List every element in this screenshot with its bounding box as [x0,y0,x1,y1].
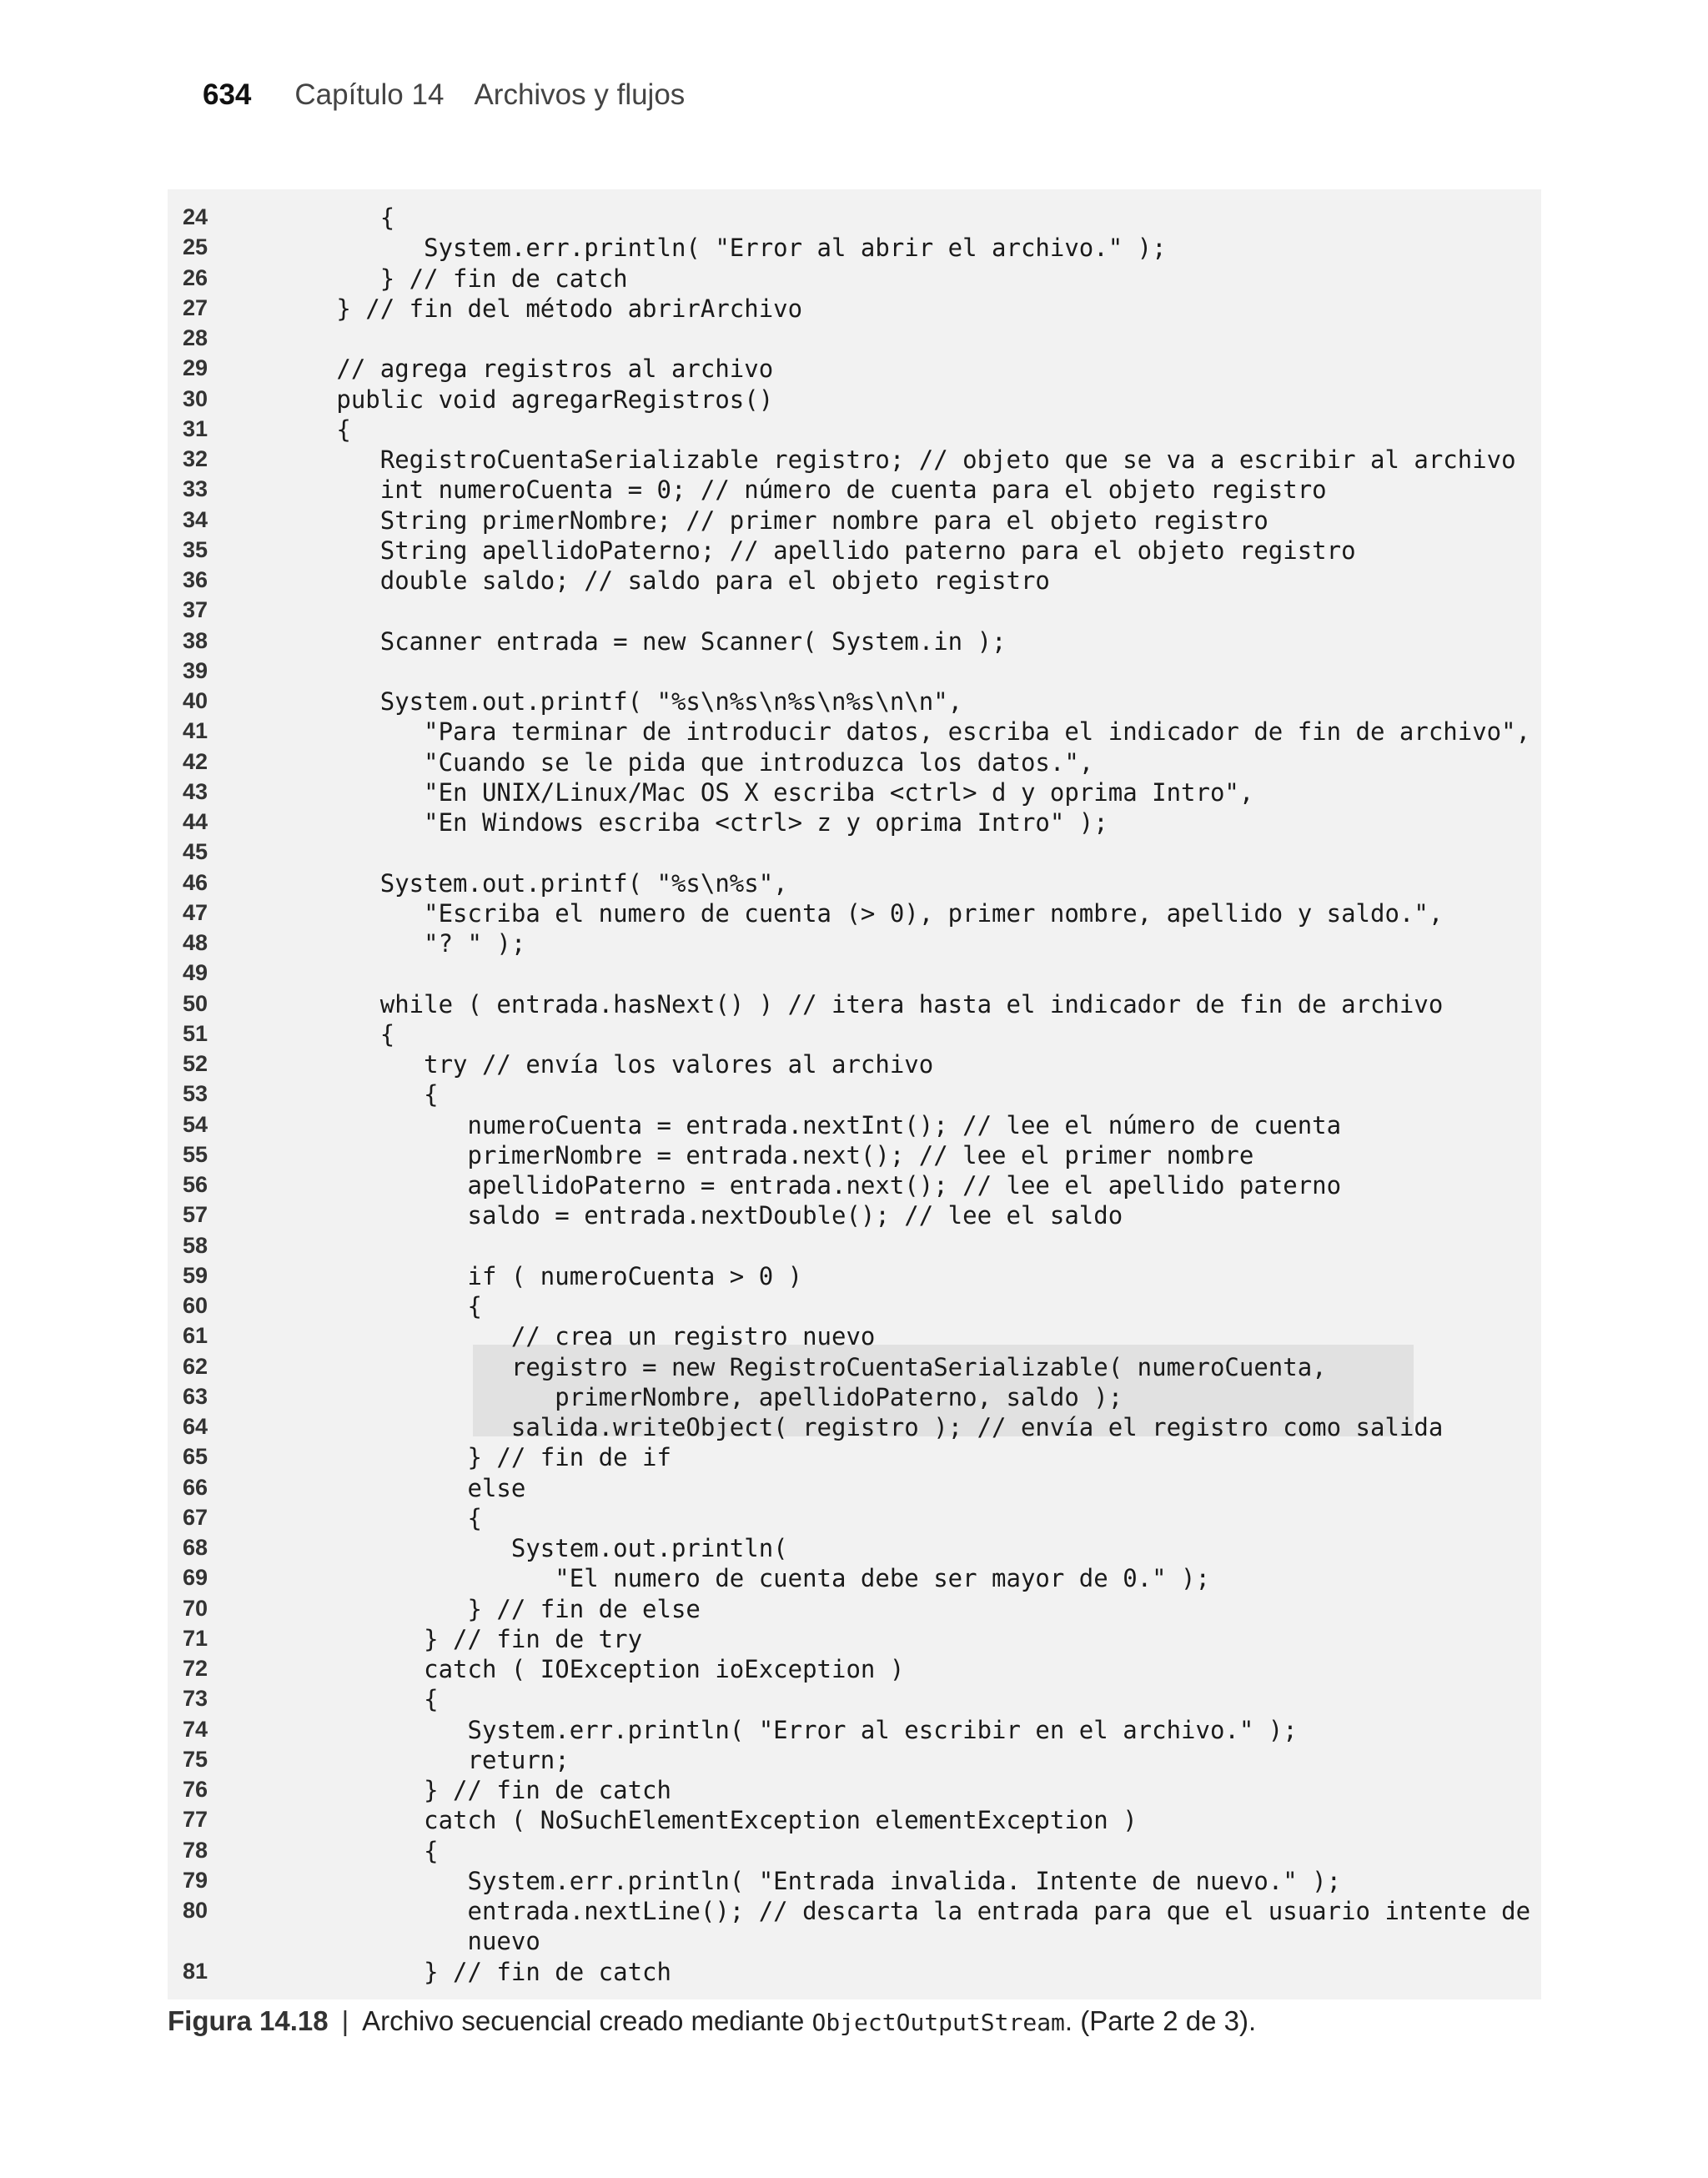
code-text: { [293,1836,439,1865]
code-line [168,626,1541,656]
code-line [168,1291,1541,1321]
line-number: 67 [183,1504,208,1530]
code-line [168,989,1541,1019]
line-number: 33 [183,476,208,502]
code-text: System.err.println( "Entrada invalida. Intente de nuevo." ); [293,1866,1342,1895]
code-text: "El numero de cuenta debe ser mayor de 0." ); [293,1564,1210,1593]
code-text: } // fin de catch [293,1776,671,1804]
line-number: 36 [183,567,208,592]
code-text: saldo = entrada.nextDouble(); // lee el saldo [293,1201,1123,1230]
code-text: "Para terminar de introducir datos, escriba el indicador de fin de archivo", [293,717,1531,747]
code-line [168,1836,1541,1866]
line-number: 66 [183,1474,208,1500]
code-text: entrada.nextLine(); // descarta la entrada para que el usuario intente de [293,1897,1531,1925]
code-text: apellidoPaterno = entrada.next(); // lee el apellido paterno [293,1171,1342,1200]
line-number: 70 [183,1595,208,1621]
code-line [168,1654,1541,1684]
code-text: { [293,1503,482,1532]
figure-caption [168,2005,1256,2047]
code-line [168,566,1541,596]
code-text: primerNombre = entrada.next(); // lee el primer nombre [293,1140,1254,1169]
code-line [168,1140,1541,1170]
line-number: 78 [183,1837,208,1863]
code-line [168,1412,1541,1442]
code-line [168,1866,1541,1896]
line-number: 43 [183,778,208,804]
code-text: return; [293,1745,570,1774]
code-text: { [293,1019,395,1049]
line-number: 52 [183,1051,208,1076]
code-line [168,1261,1541,1291]
line-number: 63 [183,1383,208,1409]
line-number: 42 [183,748,208,774]
code-text: System.out.printf( "%s\n%s", [293,868,788,898]
line-number: 24 [183,204,208,229]
code-text: "Cuando se le pida que introduzca los datos.", [293,747,1094,777]
code-line [168,1594,1541,1624]
page-number: 634 [203,78,252,111]
line-number: 57 [183,1202,208,1228]
line-number: 50 [183,990,208,1016]
line-number: 47 [183,899,208,925]
code-line [168,1382,1541,1412]
line-number: 81 [183,1958,208,1984]
code-line [168,837,1541,868]
code-text: "En Windows escriba <ctrl> z y oprima Intro" ); [293,808,1108,837]
line-number: 32 [183,446,208,471]
line-number: 45 [183,839,208,865]
line-number: 26 [183,264,208,290]
line-number: 80 [183,1898,208,1923]
code-line [168,1775,1541,1805]
line-number: 38 [183,627,208,653]
code-text: // crea un registro nuevo [293,1322,876,1351]
code-line [168,807,1541,837]
code-text: } // fin de catch [293,264,628,293]
line-number: 69 [183,1565,208,1591]
code-text: { [293,415,351,444]
line-number: 30 [183,385,208,411]
code-text: } // fin de else [293,1594,701,1623]
code-text: if ( numeroCuenta > 0 ) [293,1261,803,1290]
code-text: String apellidoPaterno; // apellido paterno para el objeto registro [293,536,1356,565]
code-text: else [293,1473,526,1502]
code-line [168,1473,1541,1503]
line-number: 59 [183,1262,208,1288]
line-number: 28 [183,325,208,350]
line-number: 74 [183,1716,208,1742]
code-text: System.out.println( [293,1534,788,1562]
code-text: } // fin de if [293,1443,671,1472]
code-text: RegistroCuentaSerializable registro; // objeto que se va a escribir al archivo [293,445,1516,474]
code-text: { [293,1685,439,1714]
line-number: 54 [183,1111,208,1137]
code-line [168,1805,1541,1835]
code-text: public void agregarRegistros() [293,385,774,414]
code-line [168,717,1541,747]
code-line [168,1079,1541,1109]
line-number: 29 [183,355,208,381]
code-line [168,1049,1541,1079]
line-number: 73 [183,1686,208,1712]
code-listing [168,189,1541,1999]
line-number: 25 [183,234,208,260]
code-line [168,1957,1541,1987]
code-text: System.err.println( "Error al abrir el archivo." ); [293,234,1167,263]
caption-separator: | [341,2005,349,2036]
code-text: "En UNIX/Linux/Mac OS X escriba <ctrl> d y oprima Intro", [293,777,1254,807]
line-number: 55 [183,1141,208,1167]
code-line [168,1715,1541,1745]
caption-code-term: ObjectOutputStream [811,2009,1065,2036]
code-text: { [293,204,395,232]
code-text: while ( entrada.hasNext() ) // itera hasta el indicador de fin de archivo [293,989,1444,1019]
code-text: } // fin de try [293,1624,643,1653]
figure-label: Figura 14.18 [168,2005,329,2036]
line-number: 41 [183,718,208,744]
line-number: 72 [183,1656,208,1681]
line-number: 60 [183,1293,208,1318]
code-line [168,506,1541,536]
line-number: 48 [183,930,208,955]
line-number: 27 [183,294,208,320]
code-line [168,958,1541,988]
code-text: String primerNombre; // primer nombre para el objeto registro [293,506,1268,535]
caption-text-after: . (Parte 2 de 3). [1064,2005,1257,2036]
code-text: "Escriba el numero de cuenta (> 0), primer nombre, apellido y saldo.", [293,898,1444,928]
code-text: Scanner entrada = new Scanner( System.in ); [293,626,1007,656]
code-line [168,656,1541,687]
code-text: primerNombre, apellidoPaterno, saldo ); [293,1382,1123,1411]
code-text: try // envía los valores al archivo [293,1050,934,1079]
code-line [168,324,1541,354]
code-line [168,415,1541,445]
code-line [168,1563,1541,1593]
line-number: 53 [183,1081,208,1107]
line-number: 34 [183,506,208,532]
code-line [168,536,1541,566]
line-number: 46 [183,869,208,895]
code-line [168,868,1541,898]
code-line [168,928,1541,958]
code-line [168,1684,1541,1714]
code-text: { [293,1080,439,1109]
line-number: 37 [183,597,208,623]
line-number: 44 [183,809,208,834]
code-text: numeroCuenta = entrada.nextInt(); // lee el número de cuenta [293,1110,1342,1139]
code-text: catch ( IOException ioException ) [293,1655,905,1683]
line-number: 58 [183,1232,208,1258]
code-line [168,1624,1541,1654]
line-number: 61 [183,1323,208,1349]
code-text: int numeroCuenta = 0; // número de cuenta para el objeto registro [293,475,1327,505]
code-line [168,1200,1541,1230]
code-line [168,294,1541,324]
chapter-title: Archivos y flujos [474,78,686,111]
caption-text-before: Archivo secuencial creado mediante [362,2005,812,2036]
code-text: double saldo; // saldo para el objeto registro [293,566,1050,595]
code-line [168,264,1541,294]
code-text: salida.writeObject( registro ); // envía el registro como salida [293,1413,1444,1441]
code-line [168,1745,1541,1775]
code-text: System.err.println( "Error al escribir en el archivo." ); [293,1715,1298,1744]
code-line [168,1352,1541,1382]
line-number: 40 [183,688,208,713]
code-line [168,1533,1541,1563]
code-text: nuevo [293,1927,540,1956]
chapter-label: Capítulo 14 [294,78,445,111]
code-line [168,1231,1541,1261]
code-line [168,1442,1541,1472]
code-text: "? " ); [293,929,526,958]
code-text: // agrega registros al archivo [293,355,774,384]
line-number: 64 [183,1414,208,1439]
line-number: 68 [183,1535,208,1560]
line-number: 56 [183,1172,208,1197]
line-number: 71 [183,1625,208,1651]
line-number: 39 [183,657,208,683]
code-text: System.out.printf( "%s\n%s\n%s\n%s\n\n", [293,687,963,716]
code-lines [168,203,1541,1987]
code-line [168,233,1541,263]
code-line [168,385,1541,415]
code-line [168,445,1541,475]
code-text: } // fin de catch [293,1957,671,1986]
line-number: 75 [183,1746,208,1772]
page-header [203,78,685,120]
line-number: 51 [183,1020,208,1046]
code-text: registro = new RegistroCuentaSerializable( numeroCuenta, [293,1352,1327,1381]
line-number: 65 [183,1444,208,1470]
code-line [168,1926,1541,1956]
code-line [168,1110,1541,1140]
code-line [168,1019,1541,1049]
code-line [168,354,1541,384]
code-text: catch ( NoSuchElementException elementException ) [293,1806,1138,1835]
line-number: 35 [183,536,208,562]
code-line [168,1896,1541,1926]
line-number: 76 [183,1777,208,1802]
code-line [168,475,1541,505]
code-line [168,777,1541,807]
line-number: 77 [183,1807,208,1833]
code-line [168,1170,1541,1200]
line-number: 31 [183,415,208,441]
code-line [168,1503,1541,1533]
line-number: 62 [183,1353,208,1379]
code-line [168,1321,1541,1351]
code-line [168,747,1541,777]
code-text: } // fin del método abrirArchivo [293,294,803,323]
code-line [168,596,1541,626]
code-line [168,203,1541,233]
code-line [168,898,1541,928]
code-line [168,687,1541,717]
line-number: 79 [183,1867,208,1893]
code-text: { [293,1292,482,1320]
line-number: 49 [183,960,208,986]
